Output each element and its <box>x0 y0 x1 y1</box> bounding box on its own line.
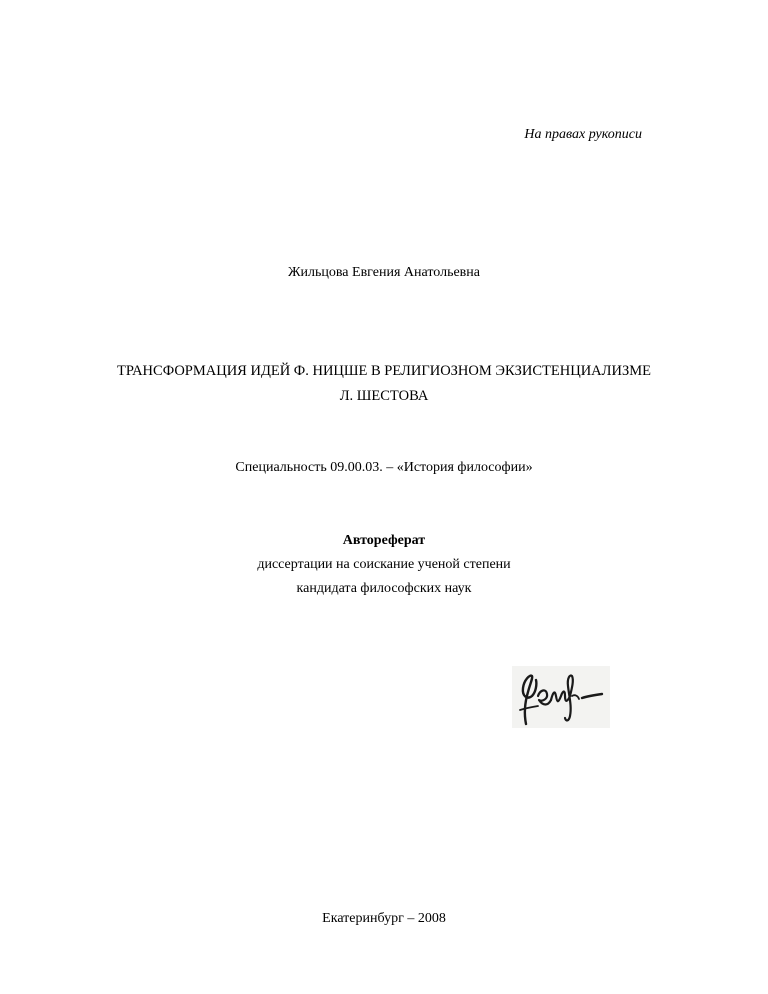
degree-description-line-2: кандидата философских наук <box>296 581 472 596</box>
signature-graphic <box>512 666 610 728</box>
specialty-line: Специальность 09.00.03. – «История философии» <box>235 460 533 475</box>
manuscript-rights-note: На правах рукописи <box>524 127 642 142</box>
city-and-year: Екатеринбург – 2008 <box>322 911 446 926</box>
author-name: Жильцова Евгения Анатольевна <box>287 265 480 280</box>
author-signature <box>512 666 610 728</box>
degree-description-line-1: диссертации на соискание ученой степени <box>257 557 511 572</box>
document-kind-heading: Автореферат <box>342 533 426 548</box>
dissertation-title-line-2: Л. ШЕСТОВА <box>339 388 429 404</box>
dissertation-title-line-1: ТРАНСФОРМАЦИЯ ИДЕЙ Ф. НИЦШЕ В РЕЛИГИОЗНОМ ЭКЗИСТЕНЦИАЛИЗМЕ <box>117 363 651 379</box>
